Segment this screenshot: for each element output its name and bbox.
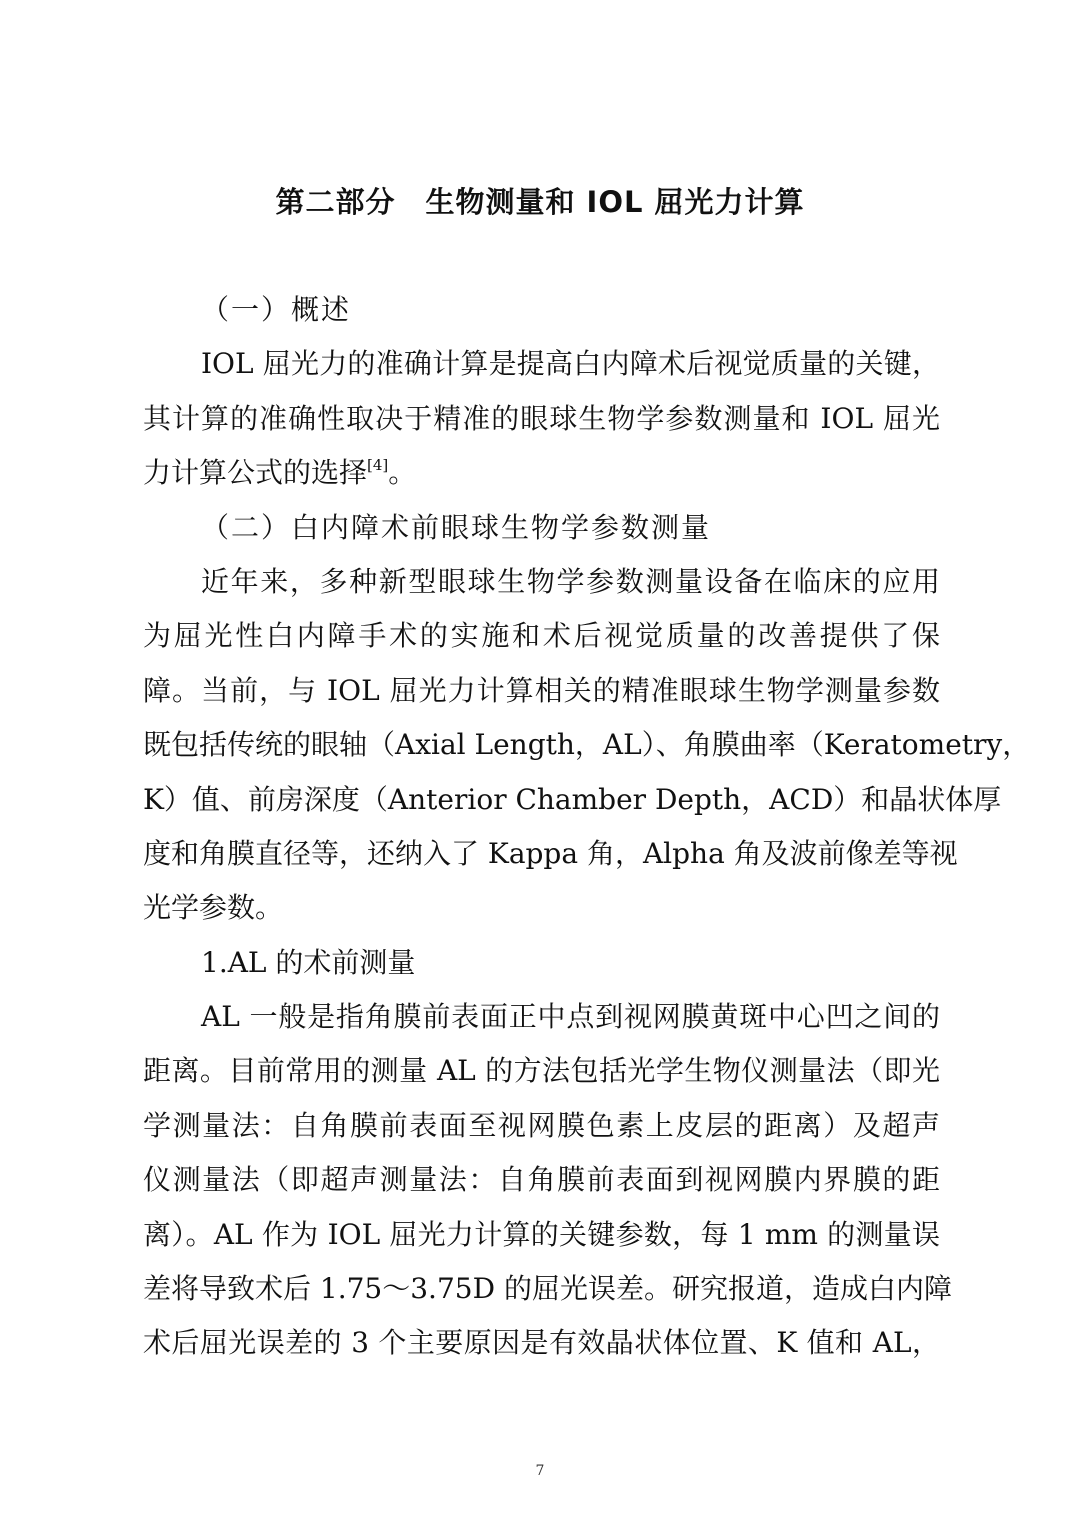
section-heading-overview: （一）概述 — [201, 293, 352, 326]
paragraph-line: 近年来，多种新型眼球生物学参数测量设备在临床的应用 — [201, 564, 940, 598]
paragraph-line: 差将导致术后 1.75～3.75D 的屈光误差。研究报道，造成白内障 — [143, 1272, 952, 1306]
paragraph-line: 度和角膜直径等，还纳入了 Kappa 角，Alpha 角及波前像差等视 — [143, 836, 958, 870]
section-heading-biometry: （二）白内障术前眼球生物学参数测量 — [201, 510, 712, 544]
paragraph-line — [143, 446, 940, 500]
paragraph-line: 其计算的准确性取决于精准的眼球生物学参数测量和 IOL 屈光 — [143, 401, 940, 435]
paragraph-line: 学测量法：自角膜前表面至视网膜色素上皮层的距离）及超声 — [143, 1108, 940, 1142]
paragraph-line: 仪测量法（即超声测量法：自角膜前表面到视网膜内界膜的距 — [143, 1163, 940, 1197]
paragraph-line: AL 一般是指角膜前表面正中点到视网膜黄斑中心凹之间的 — [201, 1000, 940, 1034]
paragraph-line: 障。当前，与 IOL 屈光力计算相关的精准眼球生物学测量参数 — [143, 673, 940, 707]
page-number: 7 — [535, 1463, 545, 1479]
paragraph-line: IOL 屈光力的准确计算是提高白内障术后视觉质量的关键， — [201, 347, 940, 381]
paragraph-line: 光学参数。 — [143, 891, 284, 925]
citation-ref: [4] — [367, 456, 389, 475]
page-title: 第二部分 生物测量和 IOL 屈光力计算 — [275, 185, 805, 219]
paragraph-line: 为屈光性白内障手术的实施和术后视觉质量的改善提供了保 — [143, 619, 940, 653]
paragraph-line: K）值、前房深度（Anterior Chamber Depth，ACD）和晶状体厚 — [143, 782, 1002, 816]
paragraph-line-end: 。 — [388, 456, 417, 490]
body-text — [143, 283, 1031, 1371]
paragraph-line: 既包括传统的眼轴（Axial Length，AL）、角膜曲率（Keratometry， — [143, 728, 1031, 762]
paragraph-line: 术后屈光误差的 3 个主要原因是有效晶状体位置、K 值和 AL， — [143, 1326, 940, 1360]
paragraph-line: 离）。AL 作为 IOL 屈光力计算的关键参数，每 1 mm 的测量误 — [143, 1217, 940, 1251]
paragraph-line: 距离。目前常用的测量 AL 的方法包括光学生物仪测量法（即光 — [143, 1054, 940, 1088]
subsection-heading-al: 1.AL 的术前测量 — [201, 945, 416, 979]
paragraph-line-text: 力计算公式的选择 — [143, 456, 368, 490]
